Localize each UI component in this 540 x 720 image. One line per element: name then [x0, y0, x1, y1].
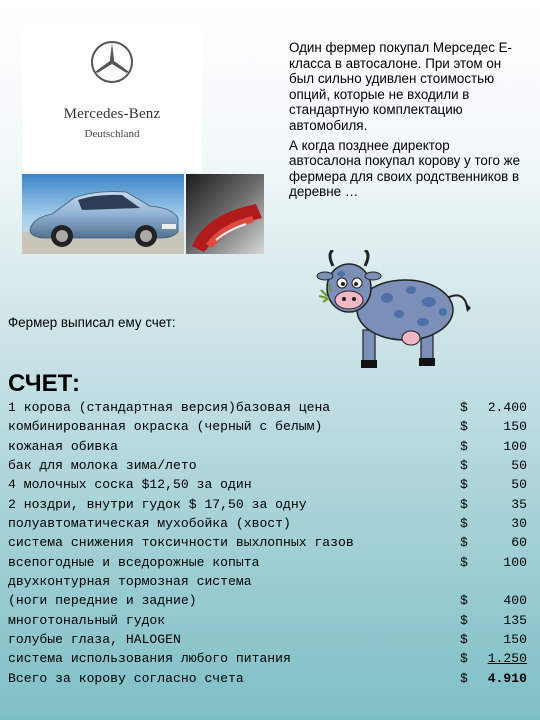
mercedes-star-icon	[90, 40, 134, 84]
farmer-note: Фермер выписал ему счет:	[8, 315, 176, 330]
row-currency: $	[460, 400, 468, 415]
row-amount: 2.400	[487, 400, 527, 415]
row-currency: $	[460, 651, 468, 667]
row-currency: $	[460, 477, 468, 493]
row-description: система снижения токсичности выхлопных газов	[8, 535, 354, 551]
row-description: 2 ноздри, внутри гудок $ 17,50 за одну	[8, 496, 307, 512]
row-currency: $	[460, 535, 468, 551]
row-amount: 30	[511, 516, 527, 532]
row-amount: 150	[503, 419, 527, 435]
row-currency: $	[460, 438, 468, 454]
row-currency: $	[460, 419, 468, 435]
row-description: голубые глаза, HALOGEN	[8, 632, 181, 648]
invoice-row	[8, 591, 533, 610]
invoice-row	[8, 398, 533, 417]
invoice-total-row	[8, 669, 533, 688]
row-amount: 100	[503, 554, 527, 570]
invoice-row	[8, 630, 533, 649]
row-description: многотональный гудок	[8, 612, 166, 628]
row-currency: $	[460, 458, 468, 474]
row-amount: 100	[503, 438, 527, 454]
row-description: (ноги передние и задние)	[8, 593, 197, 609]
brand-region: Deutschland	[84, 128, 140, 140]
invoice-row	[8, 456, 533, 475]
row-description: всепогодные и вседорожные копыта	[8, 554, 260, 570]
row-description: комбинированная окраска (черный с белым)	[8, 419, 323, 435]
row-currency: $	[460, 496, 468, 512]
invoice-row	[8, 649, 533, 668]
row-description: 4 молочных соска $12,50 за один	[8, 477, 252, 493]
invoice-row	[8, 572, 533, 591]
row-amount: 50	[511, 458, 527, 474]
invoice-row	[8, 475, 533, 494]
row-description: система использования любого питания	[8, 651, 291, 667]
invoice-row	[8, 495, 533, 514]
intro-text	[289, 40, 524, 204]
row-currency: $	[460, 516, 468, 532]
row-description: кожаная обивка	[8, 438, 119, 454]
total-description: Всего за корову согласно счета	[8, 670, 244, 686]
row-description: двухконтурная тормозная система	[8, 574, 252, 590]
row-currency: $	[460, 554, 468, 570]
row-currency: $	[460, 593, 468, 609]
row-description: полуавтоматическая мухобойка (хвост)	[8, 516, 291, 532]
brand-name: Mercedes-Benz	[63, 106, 161, 122]
intro-paragraph-1: Один фермер покупал Мерседес Е-класса в автосалоне. При этом он был сильно удивлен стоимостью опций, которые не входили в стандартную комплектацию автомобиля.	[289, 40, 513, 133]
invoice-row	[8, 533, 533, 552]
mercedes-logo-panel	[22, 22, 202, 172]
row-amount: 50	[511, 477, 527, 493]
row-amount: 60	[511, 535, 527, 551]
tail-lamp-image	[186, 174, 264, 254]
total-amount: 4.910	[487, 670, 527, 686]
invoice-row	[8, 553, 533, 572]
invoice-title: СЧЕТ:	[8, 370, 80, 397]
row-amount-subtotal: 1.250	[487, 651, 527, 667]
car-image	[22, 174, 184, 254]
row-currency: $	[460, 670, 468, 686]
row-amount: 150	[503, 632, 527, 648]
invoice-row	[8, 514, 533, 533]
invoice-row	[8, 611, 533, 630]
invoice-row	[8, 417, 533, 436]
row-currency: $	[460, 612, 468, 628]
invoice-table	[8, 398, 533, 688]
row-description: бак для молока зима/лето	[8, 458, 197, 474]
invoice-row	[8, 437, 533, 456]
cow-image	[315, 250, 475, 375]
row-amount: 135	[503, 612, 527, 628]
intro-paragraph-2: А когда позднее директор автосалона покупал корову у того же фермера для своих родственников в деревне …	[289, 137, 521, 200]
row-amount: 400	[503, 593, 527, 609]
row-description: 1 корова (стандартная версия)базовая цена	[8, 400, 331, 415]
row-currency: $	[460, 632, 468, 648]
row-amount: 35	[511, 496, 527, 512]
